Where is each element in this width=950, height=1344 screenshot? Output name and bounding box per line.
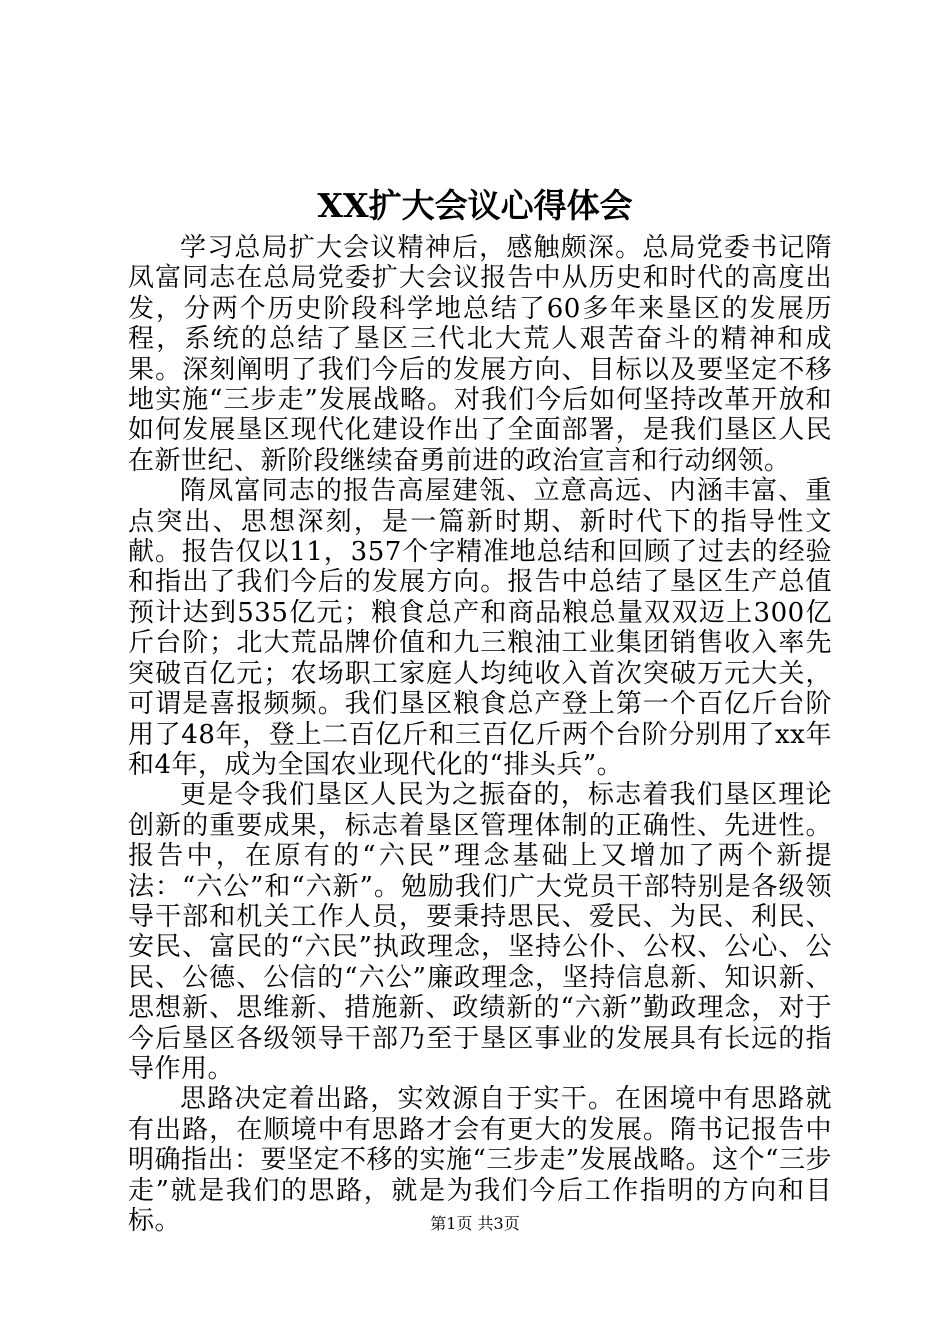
paragraph: 更是令我们垦区人民为之振奋的，标志着我们垦区理论创新的重要成果，标志着垦区管理体制的正确性、先进性。报告中，在原有的“六民”理念基础上又增加了两个新提法：“六公”和“六新”。勉励我们广大党员干部特别是各级领导干部和机关工作人员，要秉持思民、爱民、为民、利民、安民、富民的“六民”执政理念，坚持公仆、公权、公心、公民、公德、公信的“六公”廉政理念，坚持信息新、知识新、思想新、思维新、措施新、政绩新的“六新”勤政理念，对于今后垦区各级领导干部乃至于垦区事业的发展具有长远的指导作用。 bbox=[128, 780, 832, 1084]
paragraph: 思路决定着出路，实效源自于实干。在困境中有思路就有出路，在顺境中有思路才会有更大的发展。隋书记报告中明确指出：要坚定不移的实施“三步走”发展战略。这个“三步走”就是我们的思路，就是为我们今后工作指明的方向和目标。 bbox=[128, 1084, 832, 1236]
paragraph: 隋凤富同志的报告高屋建瓴、立意高远、内涵丰富、重点突出、思想深刻，是一篇新时期、新时代下的指导性文献。报告仅以11，357个字精准地总结和回顾了过去的经验和指出了我们今后的发展方向。报告中总结了垦区生产总值预计达到535亿元；粮食总产和商品粮总量双双迈上300亿斤台阶；北大荒品牌价值和九三粮油工业集团销售收入率先突破百亿元；农场职工家庭人均纯收入首次突破万元大关，可谓是喜报频频。我们垦区粮食总产登上第一个百亿斤台阶用了48年，登上二百亿斤和三百亿斤两个台阶分别用了xx年和4年，成为全国农业现代化的“排头兵”。 bbox=[128, 476, 832, 780]
document-body bbox=[128, 233, 832, 1236]
document-title: XX扩大会议心得体会 bbox=[317, 186, 633, 225]
page-number-footer: 第1页 共3页 bbox=[430, 1214, 520, 1233]
paragraph: 学习总局扩大会议精神后，感触颇深。总局党委书记隋凤富同志在总局党委扩大会议报告中从历史和时代的高度出发，分两个历史阶段科学地总结了60多年来垦区的发展历程，系统的总结了垦区三代北大荒人艰苦奋斗的精神和成果。深刻阐明了我们今后的发展方向、目标以及要坚定不移地实施“三步走”发展战略。对我们今后如何坚持改革开放和如何发展垦区现代化建设作出了全面部署，是我们垦区人民在新世纪、新阶段继续奋勇前进的政治宣言和行动纲领。 bbox=[128, 233, 832, 476]
